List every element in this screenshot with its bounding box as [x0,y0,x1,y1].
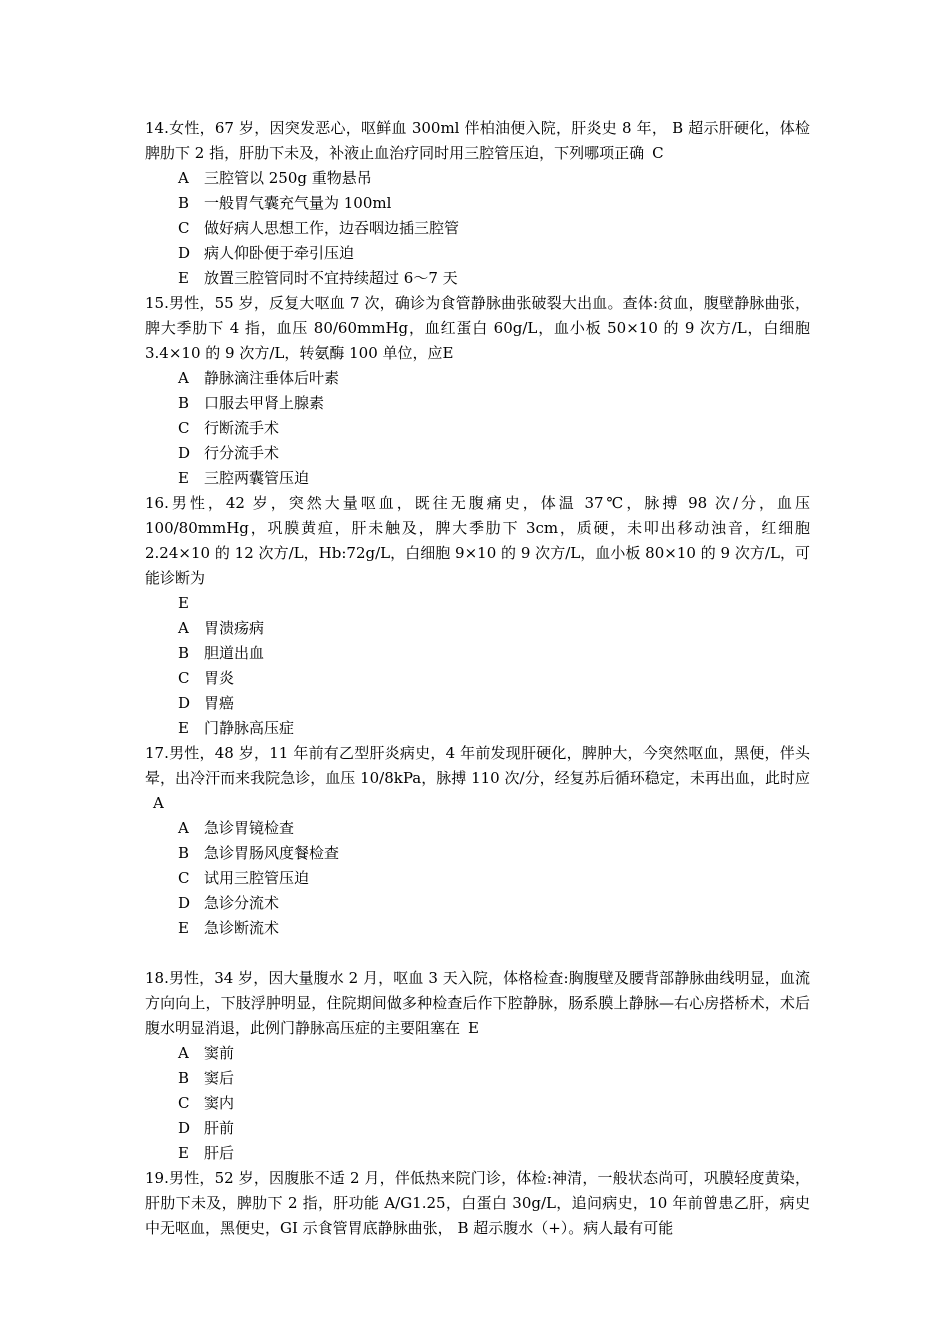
question-stem: 15.男性，55 岁，反复大呕血 7 次，确诊为食管静脉曲张破裂大出血。查体:贫血，腹壁静脉曲张，脾大季肋下 4 指，血压 80/60mmHg，血红蛋白 60g/L，血小板 50×10 的 9 次方/L，白细胞 3.4×10 的 9 次方/L，转氨酶 100 单位，应E [145,294,810,362]
option-b: B 急诊胃肠风度餐检查 [178,844,340,862]
question-stem: 17.男性，48 岁，11 年前有乙型肝炎病史，4 年前发现肝硬化，脾肿大，今突然呕血，黑便，伴头晕，出冷汗而来我院急诊，血压 10/8kPa，脉搏 110 次/分，经复苏后循环稳定，未再出血，此时应A [145,744,810,812]
option-b: B 一般胃气囊充气量为 100ml [178,194,392,212]
option-b: B 胆道出血 [178,644,265,662]
option-a: A 胃溃疡病 [178,619,265,637]
option-c: C 窦内 [178,1094,235,1112]
question-18 [145,966,810,1166]
option-c: C 试用三腔管压迫 [178,869,310,887]
question-17 [145,741,810,941]
option-list [145,816,810,941]
option-d: D 行分流手术 [178,444,280,462]
option-a: A 静脉滴注垂体后叶素 [178,369,340,387]
answer-key: E [442,344,454,362]
option-a: A 急诊胃镜检查 [178,819,295,837]
option-a: A 窦前 [178,1044,235,1062]
question-stem: 19.男性，52 岁，因腹胀不适 2 月，伴低热来院门诊，体检:神清，一般状态尚可，巩膜轻度黄染，肝肋下未及，脾肋下 2 指，肝功能 A/G1.25，白蛋白 30g/L，追问病史，10 年前曾患乙肝，病史中无呕血，黑便史，GI 示食管胃底静脉曲张， B 超示腹水（+）。病人最有可能 [145,1169,810,1237]
question-stem: 18.男性，34 岁，因大量腹水 2 月，呕血 3 天入院，体格检查:胸腹壁及腰背部静脉曲线明显，血流方向向上，下肢浮肿明显，住院期间做多种检查后作下腔静脉，肠系膜上静脉—右心房搭桥术，术后腹水明显消退，此例门静脉高压症的主要阻塞在 E [145,969,810,1037]
option-d: D 胃癌 [178,694,235,712]
option-list [145,1041,810,1166]
question-14 [145,116,810,291]
answer-key: A [153,794,164,812]
option-e: E 放置三腔管同时不宜持续超过 6～7 天 [178,269,458,287]
option-d: D 急诊分流术 [178,894,280,912]
option-c: C 胃炎 [178,669,235,687]
answer-key: E [468,1019,479,1037]
option-c: C 行断流手术 [178,419,280,437]
question-15 [145,291,810,491]
question-19 [145,1166,810,1241]
blank-line [145,941,810,966]
option-a: A 三腔管以 250g 重物悬吊 [178,169,372,187]
option-d: D 肝前 [178,1119,235,1137]
option-e: E 肝后 [178,1144,235,1162]
option-b: B 口服去甲肾上腺素 [178,394,325,412]
question-list [145,116,810,1241]
question-stem: 14.女性，67 岁，因突发恶心，呕鲜血 300ml 伴柏油便入院，肝炎史 8 年， B 超示肝硬化，体检脾肋下 2 指，肝肋下未及，补液止血治疗同时用三腔管压迫，下列哪项正确 C [145,119,810,162]
option-e: E 三腔两囊管压迫 [178,469,310,487]
option-d: D 病人仰卧便于牵引压迫 [178,244,355,262]
question-stem: 16.男性，42 岁，突然大量呕血，既往无腹痛史，体温 37℃，脉搏 98 次/分，血压 100/80mmHg，巩膜黄疸，肝未触及，脾大季肋下 3cm，质硬，未叩出移动浊音，红细胞 2.24×10 的 12 次方/L，Hb:72g/L，白细胞 9×10 的 9 次方/L，血小板 80×10 的 9 次方/L，可能诊断为 [145,494,810,587]
option-e: E 门静脉高压症 [178,719,295,737]
question-16 [145,491,810,741]
option-list [145,616,810,741]
option-e: E 急诊断流术 [178,919,280,937]
answer-key: C [652,144,664,162]
option-c: C 做好病人思想工作，边吞咽边插三腔管 [178,219,460,237]
option-list [145,166,810,291]
option-b: B 窦后 [178,1069,235,1087]
option-list [145,366,810,491]
answer-key: E [178,594,189,612]
